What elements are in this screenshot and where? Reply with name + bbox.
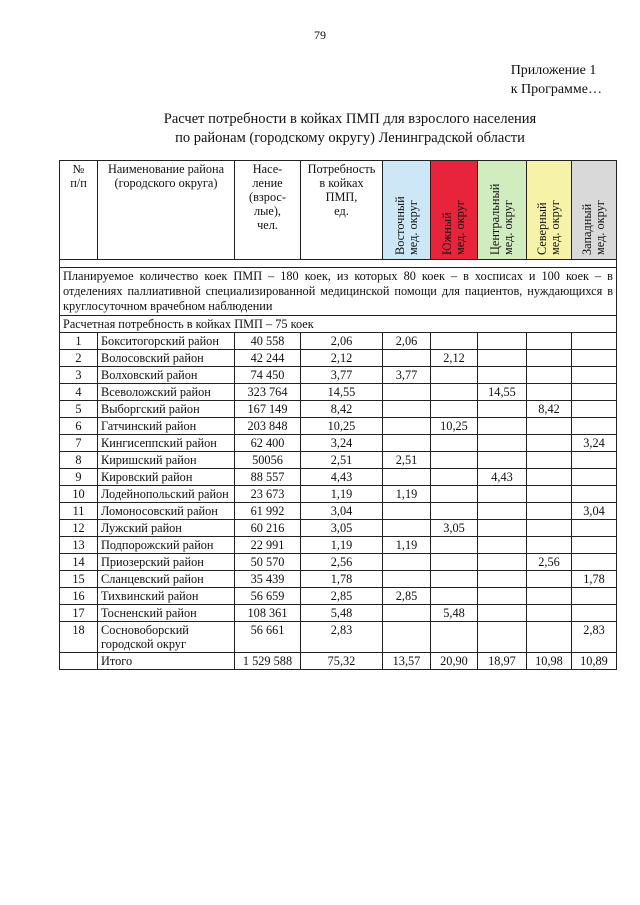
east-value xyxy=(383,435,431,452)
row-number: 17 xyxy=(60,605,98,622)
central-value xyxy=(478,520,527,537)
west-value xyxy=(572,401,617,418)
population: 108 361 xyxy=(235,605,301,622)
beds-need: 75,32 xyxy=(301,653,383,670)
central-value xyxy=(478,401,527,418)
central-value: 4,43 xyxy=(478,469,527,486)
north-value xyxy=(527,333,572,350)
central-value xyxy=(478,435,527,452)
east-value xyxy=(383,503,431,520)
south-value: 2,12 xyxy=(431,350,478,367)
central-value: 18,97 xyxy=(478,653,527,670)
south-value xyxy=(431,503,478,520)
population: 62 400 xyxy=(235,435,301,452)
header-row xyxy=(60,161,617,260)
east-value xyxy=(383,622,431,653)
header-line: чел. xyxy=(257,218,278,232)
table-row xyxy=(60,435,617,452)
header-line: мед. округ xyxy=(453,200,467,255)
district-name: Тихвинский район xyxy=(98,588,235,605)
west-value xyxy=(572,588,617,605)
header-line: ед. xyxy=(334,204,349,218)
central-value xyxy=(478,622,527,653)
planned-note-row xyxy=(60,268,617,316)
west-value xyxy=(572,367,617,384)
beds-need: 2,06 xyxy=(301,333,383,350)
header-line: № xyxy=(72,162,85,176)
west-value: 3,24 xyxy=(572,435,617,452)
beds-table xyxy=(59,160,617,670)
row-number: 11 xyxy=(60,503,98,520)
header-line: в койках xyxy=(319,176,364,190)
row-number: 14 xyxy=(60,554,98,571)
central-value xyxy=(478,588,527,605)
district-name: Подпорожский район xyxy=(98,537,235,554)
header-line: Насе- xyxy=(252,162,283,176)
appendix-line-2: к Программе… xyxy=(510,82,602,97)
header-name xyxy=(98,161,235,260)
south-value xyxy=(431,435,478,452)
north-value xyxy=(527,469,572,486)
central-value xyxy=(478,333,527,350)
south-value xyxy=(431,384,478,401)
south-value xyxy=(431,571,478,588)
header-line: ПМП, xyxy=(325,190,358,204)
population: 42 244 xyxy=(235,350,301,367)
district-name: Приозерский район xyxy=(98,554,235,571)
beds-need: 8,42 xyxy=(301,401,383,418)
south-value xyxy=(431,469,478,486)
table-row xyxy=(60,418,617,435)
south-value xyxy=(431,333,478,350)
population: 74 450 xyxy=(235,367,301,384)
header-line: Западный xyxy=(580,203,594,255)
table-row xyxy=(60,537,617,554)
south-value xyxy=(431,588,478,605)
central-value: 14,55 xyxy=(478,384,527,401)
south-value: 20,90 xyxy=(431,653,478,670)
district-name: Лужский район xyxy=(98,520,235,537)
north-value xyxy=(527,622,572,653)
header-line: лые), xyxy=(253,204,282,218)
calculated-need-note: Расчетная потребность в койках ПМП – 75 коек xyxy=(60,316,617,333)
header-central-district xyxy=(478,161,527,260)
header-line: мед. округ xyxy=(405,200,420,255)
central-value xyxy=(478,452,527,469)
header-line: Потребность xyxy=(307,162,376,176)
district-name: Выборгский район xyxy=(98,401,235,418)
beds-need: 2,83 xyxy=(301,622,383,653)
header-north-district xyxy=(527,161,572,260)
table-row xyxy=(60,622,617,653)
north-value: 8,42 xyxy=(527,401,572,418)
population: 56 661 xyxy=(235,622,301,653)
row-number: 5 xyxy=(60,401,98,418)
district-name: Гатчинский район xyxy=(98,418,235,435)
population: 40 558 xyxy=(235,333,301,350)
west-value xyxy=(572,350,617,367)
header-line: (взрос- xyxy=(249,190,286,204)
district-name: Волховский район xyxy=(98,367,235,384)
row-number: 6 xyxy=(60,418,98,435)
district-name: Итого xyxy=(98,653,235,670)
beds-need: 2,85 xyxy=(301,588,383,605)
west-value xyxy=(572,520,617,537)
beds-need: 2,51 xyxy=(301,452,383,469)
west-value xyxy=(572,605,617,622)
district-name: Волосовский район xyxy=(98,350,235,367)
header-population xyxy=(235,161,301,260)
west-value xyxy=(572,469,617,486)
east-value: 13,57 xyxy=(383,653,431,670)
population: 35 439 xyxy=(235,571,301,588)
population: 203 848 xyxy=(235,418,301,435)
east-value xyxy=(383,571,431,588)
south-value: 3,05 xyxy=(431,520,478,537)
north-value xyxy=(527,367,572,384)
table-row xyxy=(60,469,617,486)
east-value xyxy=(383,401,431,418)
west-value xyxy=(572,452,617,469)
beds-need: 3,77 xyxy=(301,367,383,384)
east-value: 3,77 xyxy=(383,367,431,384)
row-number: 18 xyxy=(60,622,98,653)
header-east-district xyxy=(383,161,431,260)
row-number: 2 xyxy=(60,350,98,367)
population: 88 557 xyxy=(235,469,301,486)
population: 56 659 xyxy=(235,588,301,605)
page-number: 79 xyxy=(314,28,326,42)
row-number: 13 xyxy=(60,537,98,554)
north-value xyxy=(527,435,572,452)
east-value: 1,19 xyxy=(383,537,431,554)
east-value xyxy=(383,605,431,622)
district-name: Сланцевский район xyxy=(98,571,235,588)
table-row xyxy=(60,588,617,605)
header-line: Южный xyxy=(440,212,454,255)
row-number: 12 xyxy=(60,520,98,537)
beds-need: 3,05 xyxy=(301,520,383,537)
district-name: Кировский район xyxy=(98,469,235,486)
south-value: 5,48 xyxy=(431,605,478,622)
table-row xyxy=(60,350,617,367)
table-row xyxy=(60,571,617,588)
south-value: 10,25 xyxy=(431,418,478,435)
population: 167 149 xyxy=(235,401,301,418)
beds-need: 1,19 xyxy=(301,537,383,554)
east-value xyxy=(383,384,431,401)
beds-need: 10,25 xyxy=(301,418,383,435)
north-value xyxy=(527,503,572,520)
header-line: мед. округ xyxy=(501,200,515,255)
north-value xyxy=(527,452,572,469)
north-value: 10,98 xyxy=(527,653,572,670)
east-value: 2,51 xyxy=(383,452,431,469)
header-line: (городского округа) xyxy=(114,176,218,190)
row-number: 3 xyxy=(60,367,98,384)
row-number: 1 xyxy=(60,333,98,350)
table-row xyxy=(60,384,617,401)
east-value xyxy=(383,418,431,435)
west-value: 2,83 xyxy=(572,622,617,653)
north-value xyxy=(527,384,572,401)
population: 23 673 xyxy=(235,486,301,503)
header-line: ление xyxy=(252,176,283,190)
central-value xyxy=(478,503,527,520)
north-value xyxy=(527,350,572,367)
north-value xyxy=(527,537,572,554)
central-value xyxy=(478,571,527,588)
west-value xyxy=(572,333,617,350)
header-line: Наименование района xyxy=(107,162,225,176)
east-value: 2,85 xyxy=(383,588,431,605)
west-value xyxy=(572,418,617,435)
east-value xyxy=(383,469,431,486)
beds-need: 3,24 xyxy=(301,435,383,452)
header-num xyxy=(60,161,98,260)
district-name: Бокситогорский район xyxy=(98,333,235,350)
north-value: 2,56 xyxy=(527,554,572,571)
beds-need: 14,55 xyxy=(301,384,383,401)
south-value xyxy=(431,401,478,418)
row-number: 9 xyxy=(60,469,98,486)
beds-need: 2,56 xyxy=(301,554,383,571)
central-value xyxy=(478,418,527,435)
west-value: 10,89 xyxy=(572,653,617,670)
south-value xyxy=(431,554,478,571)
south-value xyxy=(431,622,478,653)
row-number: 15 xyxy=(60,571,98,588)
table-row xyxy=(60,503,617,520)
west-value: 3,04 xyxy=(572,503,617,520)
district-name: Всеволожский район xyxy=(98,384,235,401)
district-name: Кингисеппский район xyxy=(98,435,235,452)
south-value xyxy=(431,537,478,554)
spacer-row xyxy=(60,260,617,268)
row-number: 7 xyxy=(60,435,98,452)
south-value xyxy=(431,367,478,384)
district-name: Тосненский район xyxy=(98,605,235,622)
east-value xyxy=(383,554,431,571)
beds-need: 3,04 xyxy=(301,503,383,520)
central-value xyxy=(478,486,527,503)
district-name: Киришский район xyxy=(98,452,235,469)
east-value: 1,19 xyxy=(383,486,431,503)
population: 22 991 xyxy=(235,537,301,554)
header-line: мед. округ xyxy=(593,200,607,255)
row-number: 10 xyxy=(60,486,98,503)
west-value xyxy=(572,554,617,571)
west-value xyxy=(572,486,617,503)
population: 323 764 xyxy=(235,384,301,401)
east-value xyxy=(383,520,431,537)
header-line: Северный xyxy=(535,202,549,255)
beds-need: 1,19 xyxy=(301,486,383,503)
east-value xyxy=(383,350,431,367)
table-row xyxy=(60,486,617,503)
total-row xyxy=(60,653,617,670)
header-south-district xyxy=(431,161,478,260)
north-value xyxy=(527,520,572,537)
central-value xyxy=(478,350,527,367)
district-name: Лодейнопольский район xyxy=(98,486,235,503)
population: 61 992 xyxy=(235,503,301,520)
west-value xyxy=(572,537,617,554)
population: 50 570 xyxy=(235,554,301,571)
header-line: мед. округ xyxy=(548,200,562,255)
district-name: Сосновоборский городской округ xyxy=(98,622,235,653)
header-west-district xyxy=(572,161,617,260)
south-value xyxy=(431,452,478,469)
north-value xyxy=(527,588,572,605)
central-value xyxy=(478,605,527,622)
row-number xyxy=(60,653,98,670)
header-line: Центральный xyxy=(488,183,502,255)
header-line: Восточный xyxy=(392,196,407,255)
north-value xyxy=(527,605,572,622)
south-value xyxy=(431,486,478,503)
table-row xyxy=(60,367,617,384)
table-row xyxy=(60,333,617,350)
central-value xyxy=(478,537,527,554)
row-number: 16 xyxy=(60,588,98,605)
west-value: 1,78 xyxy=(572,571,617,588)
population: 50056 xyxy=(235,452,301,469)
table-row xyxy=(60,401,617,418)
header-line: п/п xyxy=(70,176,87,190)
appendix-label xyxy=(511,61,602,99)
beds-need: 1,78 xyxy=(301,571,383,588)
north-value xyxy=(527,571,572,588)
north-value xyxy=(527,486,572,503)
table-row xyxy=(60,605,617,622)
appendix-line-1: Приложение 1 xyxy=(510,63,597,78)
document-title xyxy=(0,110,640,148)
central-value xyxy=(478,554,527,571)
header-need xyxy=(301,161,383,260)
table-row xyxy=(60,554,617,571)
population: 60 216 xyxy=(235,520,301,537)
planned-beds-note: Планируемое количество коек ПМП – 180 коек, из которых 80 коек – в хосписах и 100 коек – в отделениях паллиативной специализированной медицинской помощи для пациентов, нуждающихся в круглосуточном врачебном наблюдении xyxy=(60,268,617,316)
calc-note-row xyxy=(60,316,617,333)
row-number: 8 xyxy=(60,452,98,469)
beds-need: 2,12 xyxy=(301,350,383,367)
beds-need: 5,48 xyxy=(301,605,383,622)
title-line-2: по районам (городскому округу) Ленинградской области xyxy=(175,130,525,146)
beds-need: 4,43 xyxy=(301,469,383,486)
row-number: 4 xyxy=(60,384,98,401)
district-name: Ломоносовский район xyxy=(98,503,235,520)
central-value xyxy=(478,367,527,384)
east-value: 2,06 xyxy=(383,333,431,350)
table-row xyxy=(60,520,617,537)
title-line-1: Расчет потребности в койках ПМП для взрослого населения xyxy=(163,111,537,127)
north-value xyxy=(527,418,572,435)
table-row xyxy=(60,452,617,469)
population: 1 529 588 xyxy=(235,653,301,670)
west-value xyxy=(572,384,617,401)
